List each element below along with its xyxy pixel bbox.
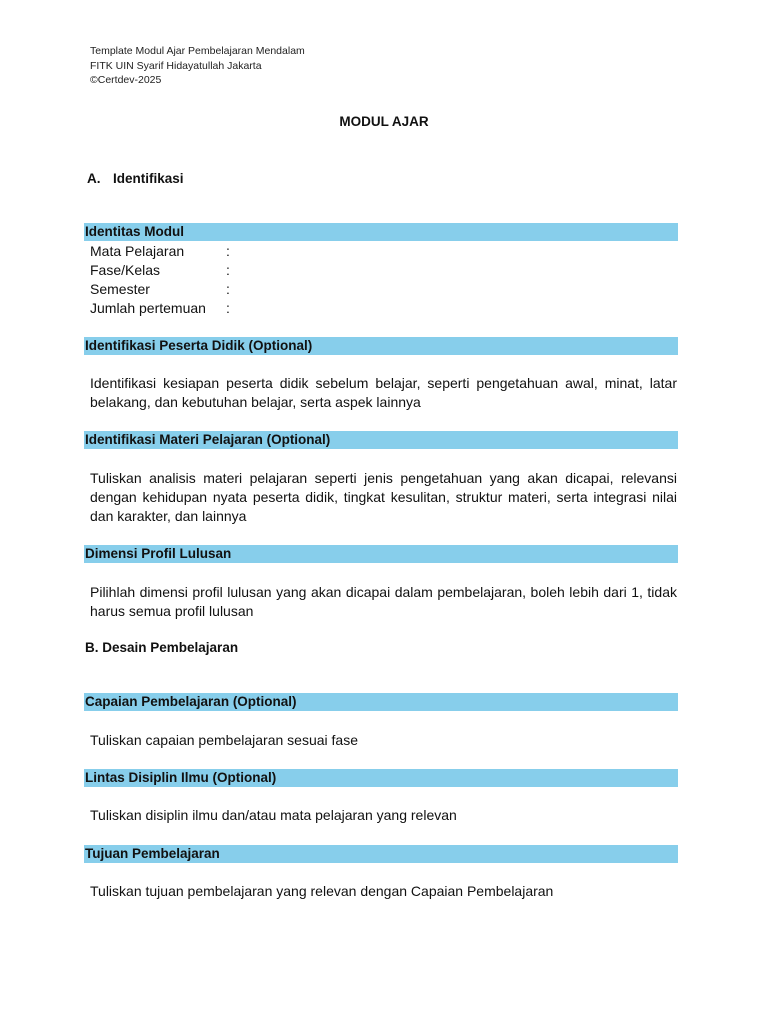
header-line-template: Template Modul Ajar Pembelajaran Mendalam bbox=[90, 45, 305, 57]
header-line-copyright: ©Certdev-2025 bbox=[90, 74, 162, 86]
field-label: Mata Pelajaran bbox=[90, 243, 185, 259]
field-row-semester bbox=[90, 280, 236, 299]
dimensi-profil-heading: Dimensi Profil Lulusan bbox=[84, 545, 678, 563]
field-row-jumlah-pertemuan bbox=[90, 299, 236, 318]
field-row-fase-kelas bbox=[90, 261, 236, 280]
field-colon: : bbox=[226, 243, 230, 259]
materi-pelajaran-heading: Identifikasi Materi Pelajaran (Optional) bbox=[84, 431, 678, 449]
field-label: Semester bbox=[90, 281, 150, 297]
section-a-label: Identifikasi bbox=[113, 171, 184, 186]
header-line-institution: FITK UIN Syarif Hidayatullah Jakarta bbox=[90, 59, 262, 72]
lintas-disiplin-heading: Lintas Disiplin Ilmu (Optional) bbox=[84, 769, 678, 787]
lintas-disiplin-text: Tuliskan disiplin ilmu dan/atau mata pelajaran yang relevan bbox=[90, 807, 457, 823]
section-b-heading: B. Desain Pembelajaran bbox=[85, 640, 239, 655]
header-note bbox=[90, 44, 305, 88]
field-colon: : bbox=[226, 281, 230, 297]
field-row-mata-pelajaran bbox=[90, 242, 236, 261]
field-colon: : bbox=[226, 262, 230, 278]
peserta-didik-heading: Identifikasi Peserta Didik (Optional) bbox=[84, 337, 678, 355]
identitas-modul-fields bbox=[90, 242, 236, 318]
field-label: Fase/Kelas bbox=[90, 262, 161, 278]
field-label: Jumlah pertemuan bbox=[90, 300, 206, 316]
tujuan-pembelajaran-heading: Tujuan Pembelajaran bbox=[84, 845, 678, 863]
capaian-pembelajaran-text: Tuliskan capaian pembelajaran sesuai fase bbox=[90, 732, 358, 748]
materi-pelajaran-text: Tuliskan analisis materi pelajaran seperti jenis pengetahuan yang akan dicapai, relevansi dengan kehidupan nyata peserta didik, tingkat kesulitan, struktur materi, serta integrasi nilai dan karakter, dan lainnya bbox=[90, 470, 677, 524]
section-a-letter: A. bbox=[87, 171, 101, 186]
field-colon: : bbox=[226, 300, 230, 316]
dimensi-profil-text: Pilihlah dimensi profil lulusan yang akan dicapai dalam pembelajaran, boleh lebih dari 1, tidak harus semua profil lulusan bbox=[90, 584, 677, 619]
page-title: MODUL AJAR bbox=[339, 114, 429, 129]
tujuan-pembelajaran-text: Tuliskan tujuan pembelajaran yang relevan dengan Capaian Pembelajaran bbox=[90, 883, 554, 899]
identitas-modul-heading: Identitas Modul bbox=[84, 223, 678, 241]
capaian-pembelajaran-heading: Capaian Pembelajaran (Optional) bbox=[84, 693, 678, 711]
section-a-heading bbox=[87, 171, 184, 186]
peserta-didik-text: Identifikasi kesiapan peserta didik sebelum belajar, seperti pengetahuan awal, minat, latar belakang, dan kebutuhan belajar, serta aspek lainnya bbox=[90, 375, 677, 410]
